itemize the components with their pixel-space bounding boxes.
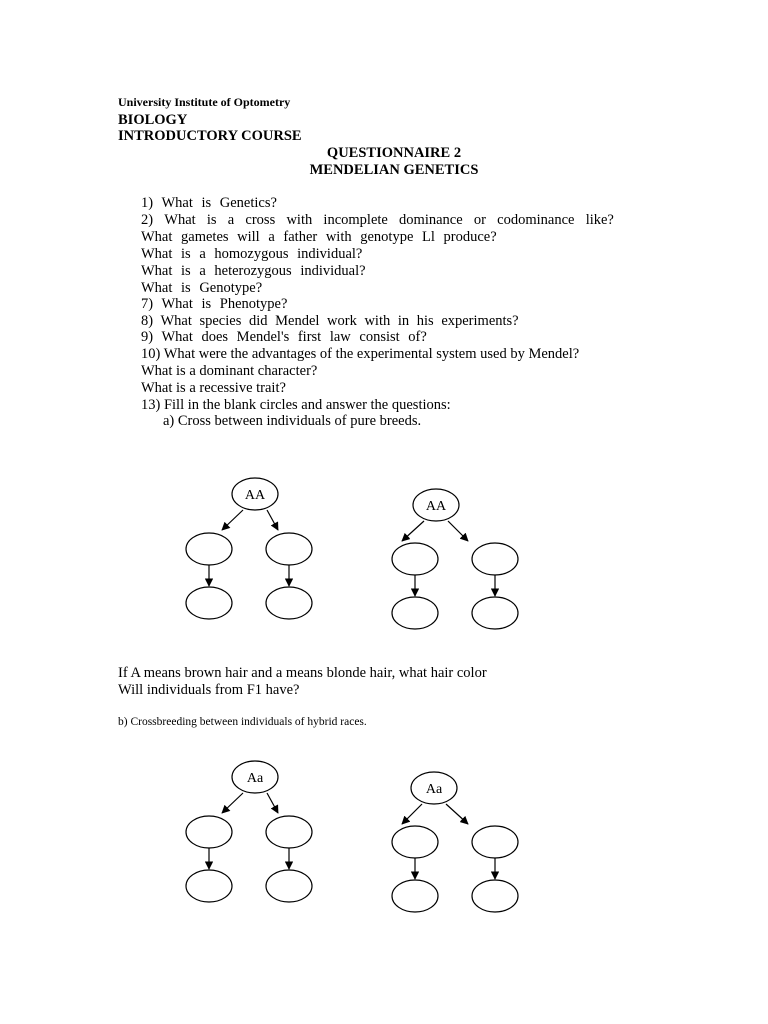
arrow bbox=[446, 804, 468, 824]
blank-circle[interactable] bbox=[186, 816, 232, 848]
question-9: 9) What does Mendel's first law consist of? bbox=[141, 329, 427, 345]
hair-color-question-line2: Will individuals from F1 have? bbox=[118, 682, 300, 698]
question-5: What is a heterozygous individual? bbox=[141, 263, 366, 279]
pure-breed-cross-diagrams bbox=[0, 470, 768, 640]
arrow bbox=[267, 793, 278, 813]
blank-circle[interactable] bbox=[392, 880, 438, 912]
question-1: 1) What is Genetics? bbox=[141, 195, 277, 211]
question-13: 13) Fill in the blank circles and answer the questions: bbox=[141, 397, 451, 413]
blank-circle[interactable] bbox=[186, 587, 232, 619]
cross-tree-left bbox=[186, 478, 312, 619]
subject-title: BIOLOGY bbox=[118, 112, 188, 128]
arrow bbox=[222, 510, 243, 530]
question-3: What gametes will a father with genotype Ll produce? bbox=[141, 229, 497, 245]
question-12: What is a recessive trait? bbox=[141, 380, 286, 396]
blank-circle[interactable] bbox=[472, 543, 518, 575]
section-b-label: b) Crossbreeding between individuals of hybrid races. bbox=[118, 716, 367, 728]
question-8: 8) What species did Mendel work with in his experiments? bbox=[141, 313, 519, 329]
blank-circle[interactable] bbox=[392, 543, 438, 575]
arrow bbox=[402, 521, 424, 541]
blank-circle[interactable] bbox=[472, 826, 518, 858]
blank-circle[interactable] bbox=[392, 826, 438, 858]
arrow bbox=[448, 521, 468, 541]
question-13a: a) Cross between individuals of pure breeds. bbox=[163, 413, 422, 429]
parent-genotype: Aa bbox=[246, 771, 264, 786]
cross-tree-right bbox=[392, 772, 518, 912]
question-2: 2) What is a cross with incomplete dominance or codominance like? bbox=[141, 212, 614, 228]
blank-circle[interactable] bbox=[186, 533, 232, 565]
question-7: 7) What is Phenotype? bbox=[141, 296, 288, 312]
questionnaire-title: QUESTIONNAIRE 2 bbox=[326, 145, 462, 161]
course-title: INTRODUCTORY COURSE bbox=[118, 128, 302, 144]
hair-color-question-line1: If A means brown hair and a means blonde hair, what hair color bbox=[118, 665, 487, 681]
blank-circle[interactable] bbox=[266, 587, 312, 619]
cross-tree-left bbox=[186, 761, 312, 902]
parent-genotype: Aa bbox=[425, 782, 443, 797]
blank-circle[interactable] bbox=[392, 597, 438, 629]
question-6: What is Genotype? bbox=[141, 280, 263, 296]
blank-circle[interactable] bbox=[266, 870, 312, 902]
arrow bbox=[267, 510, 278, 530]
arrow bbox=[222, 793, 243, 813]
parent-genotype: AA bbox=[425, 499, 447, 514]
parent-genotype: AA bbox=[244, 488, 266, 503]
question-10: 10) What were the advantages of the experimental system used by Mendel? bbox=[141, 346, 580, 362]
arrow bbox=[402, 804, 422, 824]
blank-circle[interactable] bbox=[266, 533, 312, 565]
blank-circle[interactable] bbox=[266, 816, 312, 848]
question-4: What is a homozygous individual? bbox=[141, 246, 363, 262]
blank-circle[interactable] bbox=[472, 597, 518, 629]
question-11: What is a dominant character? bbox=[141, 363, 318, 379]
institute-name: University Institute of Optometry bbox=[118, 95, 291, 109]
cross-tree-right bbox=[392, 489, 518, 629]
blank-circle[interactable] bbox=[472, 880, 518, 912]
hybrid-cross-diagrams bbox=[0, 752, 768, 922]
topic-title: MENDELIAN GENETICS bbox=[309, 162, 479, 178]
blank-circle[interactable] bbox=[186, 870, 232, 902]
